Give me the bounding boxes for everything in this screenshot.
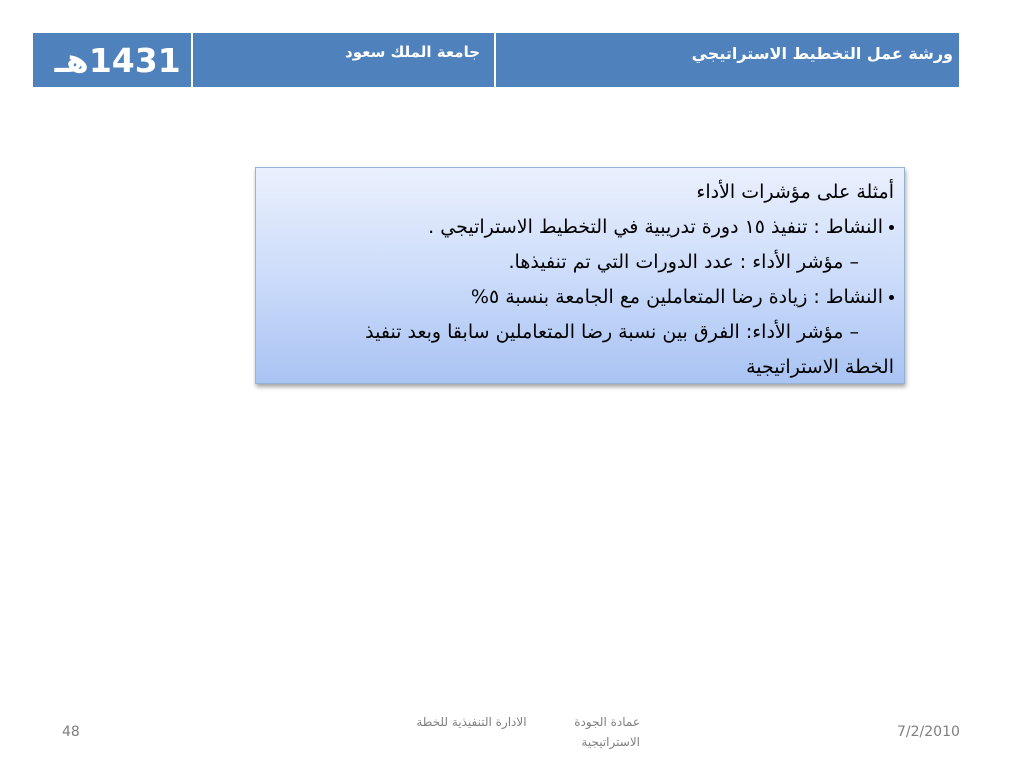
footer-date: 7/2/2010: [897, 724, 960, 740]
footer-center: [380, 712, 640, 752]
footer-deanship: عمادة الجودة: [574, 715, 640, 729]
footer-department: الادارة التنفيذية للخطة الاستراتيجية: [416, 715, 640, 749]
bullet-icon: [889, 295, 894, 300]
workshop-cell: [496, 33, 959, 87]
year-label: 1431هـ: [54, 40, 181, 80]
bullet-item-1: [264, 210, 894, 245]
university-cell: [193, 33, 496, 87]
bullet-icon: [889, 225, 894, 230]
workshop-title: ورشة عمل التخطيط الاستراتيجي: [691, 44, 953, 63]
university-label: جامعة الملك سعود: [345, 43, 481, 61]
sub-item-2: – مؤشر الأداء: الفرق بين نسبة رضا المتعاملين سابقا وبعد تنفيذ: [365, 321, 859, 343]
year-cell: [33, 33, 193, 87]
content-heading: أمثلة على مؤشرات الأداء: [696, 181, 894, 203]
sub-item-1: – مؤشر الأداء : عدد الدورات التي تم تنفيذها.: [508, 251, 859, 273]
bullet-item-text: النشاط : زيادة رضا المتعاملين مع الجامعة بنسبة ٥%: [470, 286, 883, 308]
sub-item-2-continuation: الخطة الاستراتيجية: [746, 356, 894, 378]
bullet-item-text: النشاط : تنفيذ ١٥ دورة تدريبية في التخطيط الاستراتيجي .: [428, 216, 883, 238]
bullet-item-2: [264, 280, 894, 315]
header-bar: [32, 32, 960, 88]
content-box: [255, 167, 905, 384]
page-number: 48: [62, 724, 80, 740]
